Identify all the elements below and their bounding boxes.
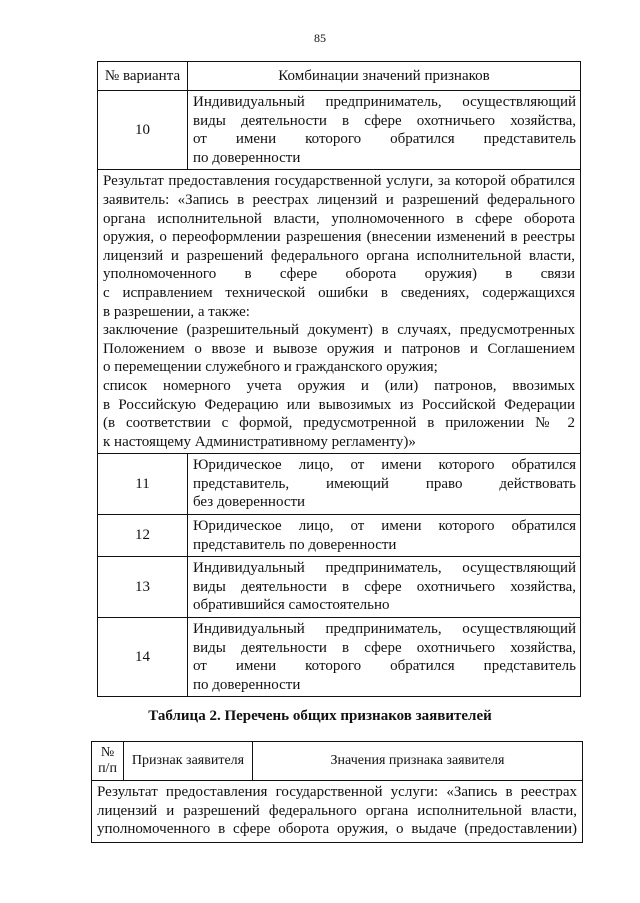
result-row bbox=[98, 170, 581, 454]
text-line: заключение (разрешительный документ) в случаях, предусмотренных bbox=[103, 322, 575, 339]
text-line: Индивидуальный предприниматель, осуществляющий bbox=[193, 94, 576, 110]
variants-table bbox=[97, 61, 581, 697]
text-line: Индивидуальный предприниматель, осуществляющий bbox=[193, 560, 576, 577]
text-line: заявитель: «Запись в реестрах лицензий и разрешений федерального bbox=[103, 191, 575, 208]
text-line: о перемещении служебного и гражданского оружия; bbox=[103, 359, 438, 376]
text-line: список номерного учета оружия и (или) патронов, ввозимых bbox=[103, 377, 575, 394]
text-line: без доверенности bbox=[193, 494, 306, 511]
page-number: 85 bbox=[314, 31, 326, 45]
service-result-text bbox=[92, 781, 583, 843]
variant-description bbox=[188, 618, 581, 697]
text-line: представитель, имеющий право действовать bbox=[193, 475, 576, 492]
header-row-number bbox=[92, 742, 124, 781]
table-2-title: Таблица 2. Перечень общих признаков заявителей bbox=[148, 708, 492, 724]
result-row bbox=[92, 781, 583, 843]
text-line: Юридическое лицо, от имени которого обратился bbox=[193, 518, 576, 535]
text-line: Результат предоставления государственной услуги, за которой обратился bbox=[103, 173, 575, 190]
text-line: Результат предоставления государственной услуги: «Запись в реестрах bbox=[97, 784, 577, 800]
service-result-text bbox=[98, 170, 581, 454]
text-line: от имени которого обратился представитель bbox=[193, 658, 576, 675]
variant-number: 11 bbox=[98, 454, 188, 515]
text-line: в Российскую Федерацию или вывозимых из Российской Федерации bbox=[103, 396, 575, 413]
applicant-features-table bbox=[91, 741, 583, 843]
table-row bbox=[98, 557, 581, 618]
text-line: лицензий и разрешений федерального органа исполнительной власти, bbox=[103, 247, 575, 264]
header-number-abbr: п/п bbox=[98, 761, 117, 776]
table-row bbox=[98, 91, 581, 170]
variant-number: 13 bbox=[98, 557, 188, 618]
header-applicant-feature: Признак заявителя bbox=[124, 742, 253, 781]
text-line: по доверенности bbox=[193, 149, 301, 166]
text-line: виды деятельности в сфере охотничьего хозяйства, bbox=[193, 112, 576, 129]
text-line: оружия, о переоформлении разрешения (внесении изменений в реестры bbox=[103, 229, 575, 246]
text-line: виды деятельности в сфере охотничьего хозяйства, bbox=[193, 639, 576, 656]
header-feature-values: Значения признака заявителя bbox=[253, 742, 583, 781]
variant-description bbox=[188, 515, 581, 557]
header-number-sign: № bbox=[100, 745, 115, 760]
table-header-row bbox=[92, 742, 583, 781]
text-line: Положением о ввозе и вывозе оружия и патронов и Соглашением bbox=[103, 340, 575, 357]
table-header-row bbox=[98, 62, 581, 91]
text-line: с исправлением технической ошибки в сведениях, содержащихся bbox=[103, 284, 575, 301]
variant-description bbox=[188, 454, 581, 515]
text-line: органа исполнительной власти, уполномоченного в сфере оборота bbox=[103, 210, 575, 227]
variant-description bbox=[188, 557, 581, 618]
table-row bbox=[98, 454, 581, 515]
text-line: (в соответствии с формой, предусмотренной в приложении № 2 bbox=[103, 415, 575, 432]
text-line: уполномоченного в сфере оборота оружия) в связи bbox=[103, 266, 575, 283]
variant-description bbox=[188, 91, 581, 170]
text-line: от имени которого обратился представитель bbox=[193, 131, 576, 148]
text-line: к настоящему Административному регламенту)» bbox=[103, 433, 416, 450]
text-line: виды деятельности в сфере охотничьего хозяйства, bbox=[193, 578, 576, 595]
text-line: уполномоченного в сфере оборота оружия, о выдаче (предоставлении) bbox=[97, 821, 577, 838]
header-combinations: Комбинации значений признаков bbox=[188, 62, 581, 91]
text-line: в разрешении, а также: bbox=[103, 303, 250, 320]
text-line: по доверенности bbox=[193, 676, 301, 693]
variant-number: 12 bbox=[98, 515, 188, 557]
header-variant-number: № варианта bbox=[98, 62, 188, 91]
text-line: Юридическое лицо, от имени которого обратился bbox=[193, 457, 576, 474]
variant-number: 14 bbox=[98, 618, 188, 697]
variant-number: 10 bbox=[98, 91, 188, 170]
text-line: лицензий и разрешений федерального органа исполнительной власти, bbox=[97, 802, 577, 819]
text-line: Индивидуальный предприниматель, осуществляющий bbox=[193, 621, 576, 638]
text-line: представитель по доверенности bbox=[193, 536, 397, 553]
text-line: обратившийся самостоятельно bbox=[193, 597, 390, 614]
table-row bbox=[98, 515, 581, 557]
table-row bbox=[98, 618, 581, 697]
